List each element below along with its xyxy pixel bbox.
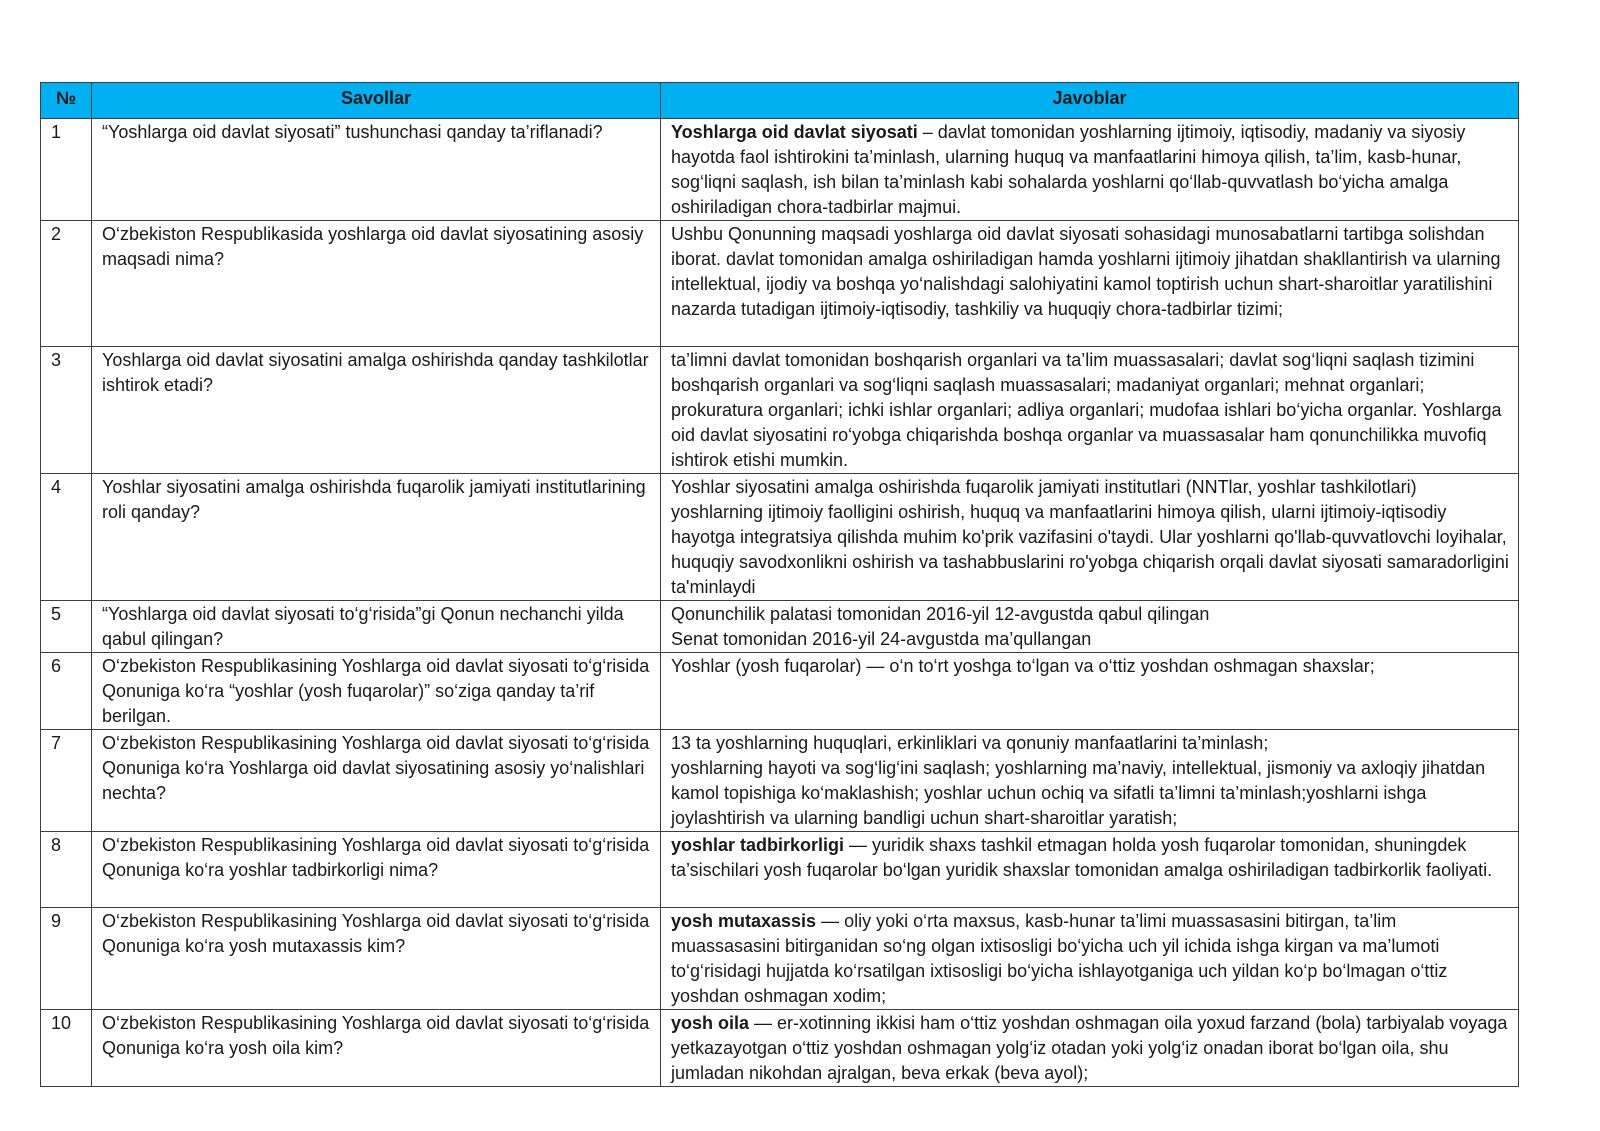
answer-term: yosh mutaxassis	[671, 911, 817, 931]
question-cell: Yoshlarga oid davlat siyosatini amalga oshirishda qanday tashkilotlar ishtirok etadi?	[92, 347, 661, 474]
row-number: 10	[41, 1010, 92, 1087]
table-row	[41, 601, 1519, 653]
answer-text: — yuridik shaxs tashkil etmagan holda yosh fuqarolar tomonidan, shuningdek ta’sischilari yosh fuqarolar bo‘lgan yuridik shaxslar tomonidan amalga oshiriladigan tadbirkorlik faoliyati.	[671, 835, 1493, 880]
table-row	[41, 119, 1519, 221]
table-row	[41, 1010, 1519, 1087]
answer-text: — er-xotinning ikkisi ham o‘ttiz yoshdan oshmagan oila yoxud farzand (bola) tarbiyalab voyaga yetkazayotgan o‘ttiz yoshdan oshmagan yolg‘iz otadan yoki yolg‘iz onadan iborat bo‘lgan oila, shu jumladan nikohdan ajralgan, beva erkak (beva ayol);	[671, 1013, 1508, 1083]
answer-text: 13 ta yoshlarning huquqlari, erkinliklari va qonuniy manfaatlarini ta’minlash; yoshlarning hayoti va sog‘lig‘ini saqlash; yoshlarning ma’naviy, intellektual, jismoniy va axloqiy jihatdan kamol topishiga ko‘maklashish; yoshlar uchun ochiq va sifatli ta’limni ta’minlash;yoshlarni ishga joylashtirish va ularning bandligi uchun shart-sharoitlar yaratish;	[671, 733, 1486, 828]
table-row	[41, 474, 1519, 601]
table-row	[41, 347, 1519, 474]
question-cell: “Yoshlarga oid davlat siyosati” tushunchasi qanday ta’riflanadi?	[92, 119, 661, 221]
question-cell: O‘zbekiston Respublikasining Yoshlarga oid davlat siyosati to‘g‘risida Qonuniga ko‘ra yoshlar tadbirkorligi nima?	[92, 832, 661, 908]
table-row	[41, 221, 1519, 347]
answer-cell	[661, 653, 1519, 730]
answer-cell	[661, 730, 1519, 832]
answer-cell	[661, 119, 1519, 221]
header-answers: Javoblar	[661, 83, 1519, 119]
answer-cell	[661, 908, 1519, 1010]
answer-text: Yoshlar siyosatini amalga oshirishda fuqarolik jamiyati institutlari (NNTlar, yoshlar tashkilotlari) yoshlarning ijtimoiy faolligini oshirish, huquq va manfaatlarini himoya qilish, ularni ijtimoiy-iqtisodiy hayotga integratsiya qilishda muhim ko'prik vazifasini o'taydi. Ular yoshlarni qo'llab-quvvatlovchi loyihalar, huquqiy savodxonlikni oshirish va tashabbuslarini ro'yobga chiqarish orqali davlat siyosati samaradorligini ta'minlaydi	[671, 477, 1509, 597]
row-number: 6	[41, 653, 92, 730]
answer-text: – davlat tomonidan yoshlarning ijtimoiy, iqtisodiy, madaniy va siyosiy hayotda faol ishtirokini ta’minlash, ularning huquq va manfaatlarini himoya qilish, ta’lim, kasb-hunar, sog‘liqni saqlash, ish bilan ta’minlash kabi sohalarda yoshlarni qo‘llab-quvvatlash bo‘yicha amalga oshiriladigan chora-tadbirlar majmui.	[671, 122, 1466, 217]
table-row	[41, 832, 1519, 908]
qa-table	[40, 82, 1519, 1087]
answer-cell	[661, 347, 1519, 474]
row-number: 5	[41, 601, 92, 653]
question-cell: Yoshlar siyosatini amalga oshirishda fuqarolik jamiyati institutlarining roli qanday?	[92, 474, 661, 601]
answer-text: — oliy yoki o‘rta maxsus, kasb-hunar ta’limi muassasasini bitirgan, ta’lim muassasasini bitirganidan so‘ng olgan ixtisosligi bo‘yicha uch yil ichida ishga kirgan va ma’lumoti to‘g‘risidagi hujjatda ko‘rsatilgan ixtisosligi bo‘yicha ishlayotganiga uch yildan ko‘p bo‘lmagan o‘ttiz yoshdan oshmagan xodim;	[671, 911, 1448, 1006]
row-number: 7	[41, 730, 92, 832]
question-cell: O‘zbekiston Respublikasida yoshlarga oid davlat siyosatining asosiy maqsadi nima?	[92, 221, 661, 347]
question-cell: “Yoshlarga oid davlat siyosati to‘g‘risida”gi Qonun nechanchi yilda qabul qilingan?	[92, 601, 661, 653]
table-row	[41, 653, 1519, 730]
answer-term: yoshlar tadbirkorligi	[671, 835, 845, 855]
header-number: №	[41, 83, 92, 119]
question-cell: O‘zbekiston Respublikasining Yoshlarga oid davlat siyosati to‘g‘risida Qonuniga ko‘ra yosh oila kim?	[92, 1010, 661, 1087]
answer-term: yosh oila	[671, 1013, 750, 1033]
answer-cell	[661, 1010, 1519, 1087]
answer-text: Ushbu Qonunning maqsadi yoshlarga oid davlat siyosati sohasidagi munosabatlarni tartibga solishdan iborat. davlat tomonidan amalga oshiriladigan hamda yoshlarni ijtimoiy jihatdan shakllantirish va ularning intellektual, ijodiy va boshqa yo‘nalishdagi salohiyatini kamol toptirish uchun shart-sharoitlar yaratilishini nazarda tutadigan ijtimoiy-iqtisodiy, tashkiliy va huquqiy chora-tadbirlar tizimi;	[671, 224, 1501, 319]
row-number: 1	[41, 119, 92, 221]
answer-term: Yoshlarga oid davlat siyosati	[671, 122, 918, 142]
row-number: 8	[41, 832, 92, 908]
table-row	[41, 908, 1519, 1010]
answer-cell	[661, 601, 1519, 653]
table-header-row	[41, 83, 1519, 119]
question-cell: O‘zbekiston Respublikasining Yoshlarga oid davlat siyosati to‘g‘risida Qonuniga ko‘ra “yoshlar (yosh fuqarolar)” so‘ziga qanday ta’rif berilgan.	[92, 653, 661, 730]
answer-text: ta’limni davlat tomonidan boshqarish organlari va ta’lim muassasalari; davlat sog‘liqni saqlash tizimini boshqarish organlari va sog‘liqni saqlash muassasalari; madaniyat organlari; mehnat organlari; prokuratura organlari; ichki ishlar organlari; adliya organlari; mudofaa ishlari bo‘yicha organlar. Yoshlarga oid davlat siyosatini ro‘yobga chiqarishda boshqa organlar va muassasalar ham qonunchilikka muvofiq ishtirok etishi mumkin.	[671, 350, 1502, 470]
row-number: 4	[41, 474, 92, 601]
answer-cell	[661, 474, 1519, 601]
answer-text: Yoshlar (yosh fuqarolar) — o‘n to‘rt yoshga to‘lgan va o‘ttiz yoshdan oshmagan shaxslar;	[671, 656, 1375, 676]
answer-text: Qonunchilik palatasi tomonidan 2016-yil 12-avgustda qabul qilingan Senat tomonidan 2016-yil 24-avgustda ma’qullangan	[671, 604, 1210, 649]
row-number: 9	[41, 908, 92, 1010]
table-row	[41, 730, 1519, 832]
question-cell: O‘zbekiston Respublikasining Yoshlarga oid davlat siyosati to‘g‘risida Qonuniga ko‘ra yosh mutaxassis kim?	[92, 908, 661, 1010]
row-number: 3	[41, 347, 92, 474]
answer-cell	[661, 221, 1519, 347]
row-number: 2	[41, 221, 92, 347]
header-questions: Savollar	[92, 83, 661, 119]
answer-cell	[661, 832, 1519, 908]
question-cell: O‘zbekiston Respublikasining Yoshlarga oid davlat siyosati to‘g‘risida Qonuniga ko‘ra Yoshlarga oid davlat siyosatining asosiy yo‘nalishlari nechta?	[92, 730, 661, 832]
